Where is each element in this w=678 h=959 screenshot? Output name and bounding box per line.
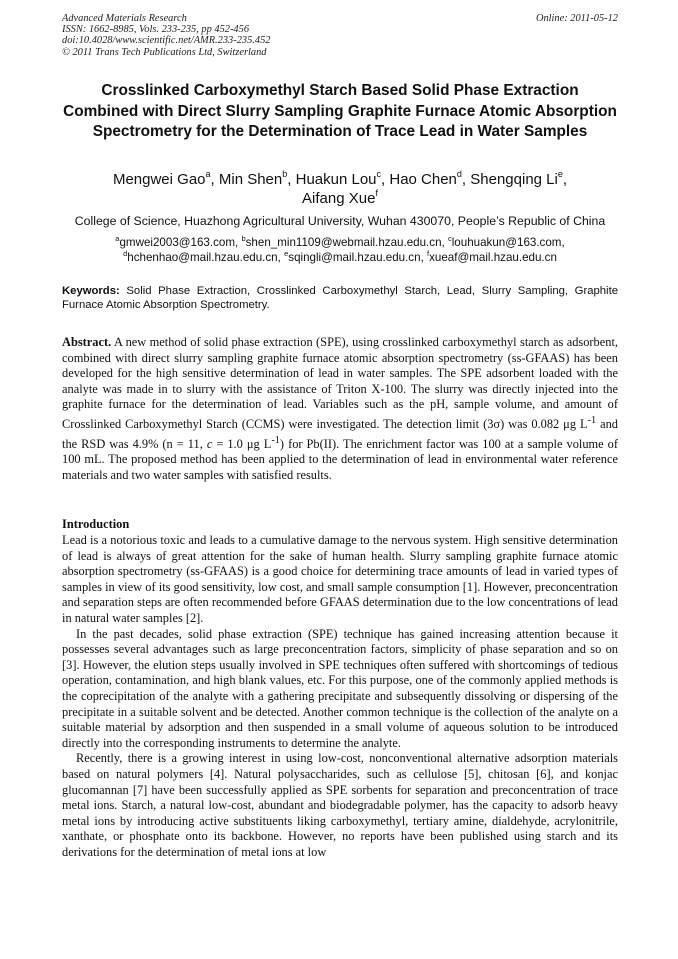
introduction <box>62 533 618 860</box>
paragraph: In the past decades, solid phase extraction (SPE) technique has gained increasing attention because it possesses several advantages such as large preconcentration factors, simplicity of phase separation and so on [3]. However, the elution steps usually involved in SPE techniques often suffered with shortcomings of tedious operation, contamination, and high blank values, etc. For this purpose, one of the commonly applied methods is the coprecipitation of the analyte with a gathering precipitate and subsequently dissolving or dispersing of the precipitate in a suitable solvent and be detected. Another common technique is the collection of the analyte on a suitable material by adsorption and then suspended in a small volume of aqueous solution to be introduced directly into the corresponding instruments to determine the analyte. <box>62 626 618 750</box>
paper-title: Crosslinked Carboxymethyl Starch Based Solid Phase Extraction Combined with Direct Slurry Sampling Graphite Furnace Atomic Absorption Spectrometry for the Determination of Trace Lead in Water Samples <box>63 82 617 140</box>
abstract-text: and the RSD was 4.9% (n = 11, <box>62 417 618 451</box>
email-sup: b <box>241 234 246 244</box>
keywords <box>62 284 618 312</box>
journal-name: Advanced Materials Research <box>62 13 187 24</box>
author-name: Mengwei Gao <box>112 171 206 188</box>
author-name: Aifang Xue <box>302 190 376 207</box>
paragraph: Lead is a notorious toxic and leads to a cumulative damage to the nervous system. High sensitive determination of lead is always of great attention for the sake of human health. Slurry sampling graphite furnace atomic absorption spectrometry (ss-GFAAS) is a good choice for determining trace amounts of lead in varied types of samples in view of its good sensitivity, low cost, and small sample consumption [1]. However, preconcentration and separation steps are often recommended before GFAAS determination due to the low concentrations of lead in natural water samples [2]. <box>62 533 618 625</box>
keywords-label: Keywords: <box>62 285 120 297</box>
abstract-text: ) for Pb(II). The enrichment factor was 100 at a sample volume of 100 mL. The proposed method has been applied to the determination of lead in environmental water reference materials and two water samples with satisfied results. <box>62 436 619 482</box>
keywords-text: Solid Phase Extraction, Crosslinked Carboxymethyl Starch, Lead, Slurry Sampling, Graphite Furnace Atomic Absorption Spectrometry. <box>62 285 618 311</box>
author-name: Min Shen <box>218 171 283 188</box>
abstract-variable: c <box>206 436 213 451</box>
email-list: $^a$gmwei2003@163.com, $^b$shen_min1109@webmail.hzau.edu.cn, $^c$louhuakun@163.com, $^d$hchenhao@mail.hzau.edu.cn, $^e$sqingli@mail.hzau.edu.cn, $^f$xueaf@mail.hzau.edu.cn <box>115 234 565 264</box>
author-sup: e <box>557 169 563 179</box>
author-sup: c <box>376 169 382 179</box>
author-sup: a <box>205 169 211 179</box>
email-sup: d <box>123 249 128 259</box>
paragraph: Recently, there is a growing interest in using low-cost, nonconventional alternative adsorption materials based on natural polymers [4]. Natural polysaccharides, such as cellulose [5], chitosan [6], and konjac glucomannan [7] have been successfully applied as SPE sorbents for separation and preconcentration of trace metal ions. Starch, a natural low-cost, abundant and biodegradable polymer, has the capacity to adsorb heavy metal ions by introducing active substituents liking carboxymethyl, tertiary amine, dialdehyde, acrylonitrile, xanthate, or phosphate onto its backbone. However, no reports have been published using starch and its derivations for the determination of metal ions at low <box>62 751 618 859</box>
email-address: louhuakun@163.com <box>451 236 562 249</box>
abstract-label: Abstract. <box>62 335 112 349</box>
email-address: hchenhao@mail.hzau.edu.cn <box>127 251 278 264</box>
abstract-text: A new method of solid phase extraction (SPE), using crosslinked carboxymethyl starch as adsorbent, combined with direct slurry sampling graphite furnace atomic absorption spectrometry (ss-GFAAS) has been developed for the high sensitive determination of lead in water samples. The SPE adsorbent loaded with the analyte was made in to slurry with the assistance of Triton X-100. The slurry was directly injected into the graphite furnace for the determination of lead. Variables such as the pH, sample volume, and amount of Crosslinked Carboxymethyl Starch (CCMS) were investigated. The detection limit (3σ) was 0.082 μg L <box>62 335 618 432</box>
section-heading: Introduction <box>62 517 130 531</box>
affiliation: College of Science, Huazhong Agricultural University, Wuhan 430070, People’s Republic of China <box>74 214 606 228</box>
abstract-text: = 1.0 μg L <box>212 436 272 451</box>
copyright-line: © 2011 Trans Tech Publications Ltd, Switzerland <box>62 46 267 58</box>
abstract-sup: -1 <box>587 414 597 426</box>
email-sup: c <box>447 234 452 244</box>
abstract-sup: -1 <box>271 434 280 446</box>
journal-header <box>62 13 618 58</box>
email-sup: e <box>284 249 289 259</box>
abstract <box>62 335 618 484</box>
author-name: Huakun Lou <box>295 171 377 188</box>
email-sup: a <box>115 234 120 244</box>
issn-line: ISSN: 1662-8985, Vols. 233-235, pp 452-456 <box>62 24 250 36</box>
doi-line: doi:10.4028/www.scientific.net/AMR.233-235.452 <box>62 35 271 47</box>
email-address: shen_min1109@webmail.hzau.edu.cn <box>245 236 442 249</box>
author-sup: d <box>456 169 462 179</box>
online-date: Online: 2011-05-12 <box>535 13 618 24</box>
author-sup: f <box>375 188 378 198</box>
email-address: gmwei2003@163.com <box>119 236 235 249</box>
author-sup: b <box>282 169 288 179</box>
email-address: sqingli@mail.hzau.edu.cn <box>288 251 421 264</box>
author-list: Mengwei Gao$^a$, Min Shen$^b$, Huakun Lou$^c$, Hao Chen$^d$, Shengqing Li$^e$, Aifang Xue$^f$ <box>112 169 568 207</box>
email-address: xueaf@mail.hzau.edu.cn <box>429 251 557 264</box>
email-sup: f <box>427 249 430 259</box>
author-name: Hao Chen <box>389 171 457 188</box>
author-name: Shengqing Li <box>470 171 558 188</box>
